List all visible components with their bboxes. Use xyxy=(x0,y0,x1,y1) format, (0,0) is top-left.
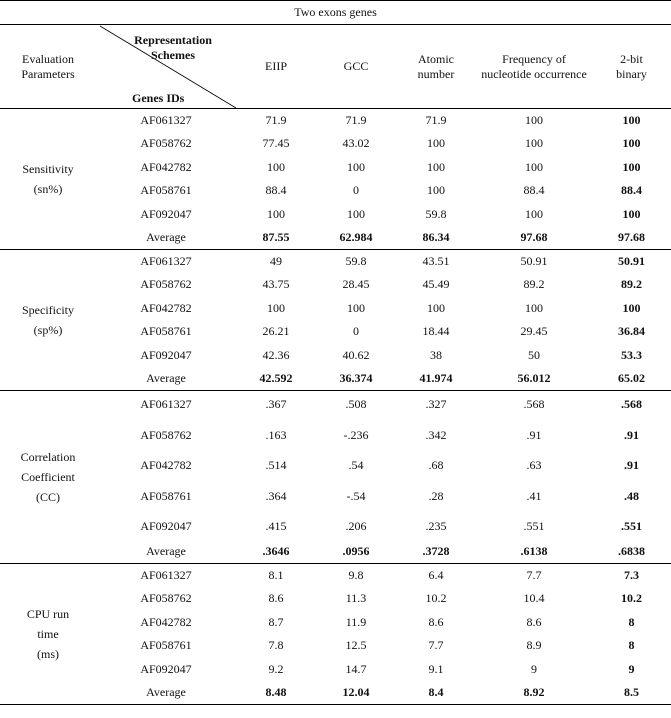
column-header-frequency: Frequency of nucleotide occurrence xyxy=(481,51,587,81)
value-cell: 7.8 xyxy=(268,638,284,652)
value-cell: 100 xyxy=(267,159,285,174)
value-cell: 8.5 xyxy=(624,684,639,699)
parameter-line: Coefficient xyxy=(21,470,75,484)
table-row xyxy=(0,391,671,419)
gene-id: AF061327 xyxy=(140,567,192,582)
value-cell: .54 xyxy=(348,458,364,472)
value-cell: .568 xyxy=(523,397,545,412)
value-cell: 87.55 xyxy=(262,229,290,244)
value-cell: .68 xyxy=(428,458,444,472)
value-cell: .28 xyxy=(428,488,444,503)
value-cell: 86.34 xyxy=(422,229,450,244)
table-row xyxy=(0,320,671,344)
value-cell: 8 xyxy=(628,638,635,652)
column-header-gcc: GCC xyxy=(343,59,369,73)
table-row xyxy=(0,132,671,156)
value-cell: .163 xyxy=(265,427,287,442)
column-header-2bit-binary: 2-bit binary xyxy=(616,51,647,81)
value-cell: 100 xyxy=(622,159,641,174)
value-cell: 77.45 xyxy=(262,136,290,150)
value-cell: 0 xyxy=(353,324,359,338)
table-row xyxy=(0,273,671,297)
value-cell: 8.92 xyxy=(523,684,545,699)
value-cell: 42.36 xyxy=(262,347,290,362)
value-cell: 88.4 xyxy=(523,183,545,197)
gene-id: AF061327 xyxy=(140,253,192,268)
value-cell: .91 xyxy=(624,427,639,442)
value-cell: 38 xyxy=(430,347,442,362)
value-cell: .6838 xyxy=(618,544,645,559)
average-row xyxy=(0,541,671,564)
evaluation-parameters-header: Evaluation Parameters xyxy=(21,51,75,81)
average-label: Average xyxy=(146,229,186,244)
value-cell: 8.1 xyxy=(268,567,284,582)
value-cell: .568 xyxy=(621,397,642,412)
value-cell: 100 xyxy=(622,112,641,127)
value-cell: 53.3 xyxy=(621,347,642,362)
value-cell: 100 xyxy=(622,300,641,315)
gene-id: AF092047 xyxy=(140,347,192,362)
value-cell: 100 xyxy=(525,136,543,150)
diagonal-header-cell xyxy=(96,25,236,109)
value-cell: 26.21 xyxy=(262,324,290,338)
value-cell: 28.45 xyxy=(342,277,370,291)
value-cell: 7.7 xyxy=(428,638,444,652)
value-cell: .367 xyxy=(265,397,287,412)
evaluation-parameter-label xyxy=(0,391,96,564)
value-cell: .551 xyxy=(621,519,642,533)
value-cell: .41 xyxy=(526,488,542,503)
value-cell: .508 xyxy=(345,397,367,412)
value-cell: 42.592 xyxy=(259,370,293,385)
value-cell: .3728 xyxy=(422,544,450,559)
value-cell: -.54 xyxy=(346,488,366,503)
value-cell: 9.8 xyxy=(348,567,364,582)
value-cell: .235 xyxy=(425,519,447,533)
table-row xyxy=(0,513,671,541)
gene-id: AF042782 xyxy=(140,458,192,472)
average-label: Average xyxy=(146,544,186,559)
value-cell: 88.4 xyxy=(265,183,287,197)
value-cell: 43.75 xyxy=(262,277,290,291)
value-cell: 9.1 xyxy=(428,661,444,676)
value-cell: .206 xyxy=(345,519,367,533)
value-cell: 8.4 xyxy=(428,684,444,699)
gene-id: AF058761 xyxy=(140,324,192,338)
value-cell: 9.2 xyxy=(268,661,284,676)
value-cell: 11.9 xyxy=(345,614,367,629)
value-cell: 10.4 xyxy=(523,591,545,605)
value-cell: 100 xyxy=(347,300,365,315)
value-cell: 65.02 xyxy=(618,370,645,385)
average-label: Average xyxy=(146,684,186,699)
value-cell: 8.6 xyxy=(268,591,284,605)
value-cell: 18.44 xyxy=(422,324,450,338)
value-cell: 100 xyxy=(267,206,285,221)
value-cell: 41.974 xyxy=(419,370,453,385)
gene-id: AF042782 xyxy=(140,300,192,315)
parameter-line: CPU run xyxy=(26,607,70,621)
parameter-line: Correlation xyxy=(20,450,76,464)
value-cell: .415 xyxy=(265,519,287,533)
value-cell: 100 xyxy=(427,300,445,315)
value-cell: .48 xyxy=(624,488,639,503)
evaluation-parameter-label xyxy=(0,109,96,250)
gene-id: AF058761 xyxy=(140,183,192,197)
value-cell: 71.9 xyxy=(425,112,447,127)
value-cell: .514 xyxy=(265,458,287,472)
gene-id: AF061327 xyxy=(140,112,192,127)
value-cell: 71.9 xyxy=(345,112,367,127)
value-cell: 97.68 xyxy=(520,229,548,244)
representation-schemes-label: Representation Schemes xyxy=(134,33,212,62)
value-cell: 100 xyxy=(347,206,365,221)
column-header-eiip: EIIP xyxy=(265,59,287,73)
value-cell: 7.3 xyxy=(624,567,639,582)
value-cell: 6.4 xyxy=(428,567,444,582)
value-cell: 100 xyxy=(427,159,445,174)
value-cell: .327 xyxy=(425,397,447,412)
table-row xyxy=(0,419,671,452)
parameter-line: (sn%) xyxy=(33,182,63,196)
gene-id: AF042782 xyxy=(140,159,192,174)
gene-id: AF042782 xyxy=(140,614,192,629)
parameter-line: time xyxy=(37,627,59,641)
value-cell: 71.9 xyxy=(265,112,287,127)
value-cell: 0 xyxy=(353,183,359,197)
value-cell: 36.84 xyxy=(618,324,645,338)
value-cell: .3646 xyxy=(262,544,290,559)
gene-id: AF058762 xyxy=(140,277,192,291)
parameter-line: Sensitivity xyxy=(22,162,74,176)
value-cell: 100 xyxy=(427,183,445,197)
value-cell: 11.3 xyxy=(345,591,367,605)
value-cell: .6138 xyxy=(520,544,548,559)
average-label: Average xyxy=(146,370,186,385)
table-row xyxy=(0,611,671,634)
table-row xyxy=(0,587,671,611)
value-cell: 100 xyxy=(427,136,445,150)
value-cell: 97.68 xyxy=(618,229,645,244)
value-cell: 43.51 xyxy=(422,253,450,268)
value-cell: 100 xyxy=(525,112,543,127)
value-cell: 59.8 xyxy=(345,253,367,268)
value-cell: 50 xyxy=(528,347,540,362)
value-cell: 50.91 xyxy=(520,253,548,268)
value-cell: 7.7 xyxy=(526,567,542,582)
gene-id: AF092047 xyxy=(140,661,192,676)
gene-id: AF061327 xyxy=(140,397,192,412)
value-cell: 100 xyxy=(525,159,543,174)
value-cell: 10.2 xyxy=(621,591,642,605)
value-cell: 9 xyxy=(628,661,635,676)
value-cell: 100 xyxy=(525,300,543,315)
gene-id: AF092047 xyxy=(140,206,192,221)
value-cell: 29.45 xyxy=(520,324,548,338)
parameter-line: (ms) xyxy=(37,647,59,661)
value-cell: .63 xyxy=(526,458,542,472)
value-cell: 56.012 xyxy=(517,370,551,385)
value-cell: 8.48 xyxy=(265,684,287,699)
value-cell: 43.02 xyxy=(342,136,370,150)
value-cell: -.236 xyxy=(343,427,369,442)
table-row xyxy=(0,634,671,658)
value-cell: 100 xyxy=(267,300,285,315)
value-cell: .0956 xyxy=(342,544,370,559)
value-cell: .91 xyxy=(526,427,542,442)
average-row xyxy=(0,226,671,250)
average-row xyxy=(0,367,671,391)
value-cell: 36.374 xyxy=(339,370,373,385)
value-cell: 100 xyxy=(622,206,641,221)
parameter-line: Specificity xyxy=(22,303,74,317)
value-cell: 12.04 xyxy=(342,684,370,699)
table-row xyxy=(0,297,671,320)
table-row xyxy=(0,564,671,587)
value-cell: 14.7 xyxy=(345,661,367,676)
evaluation-parameter-label xyxy=(0,564,96,705)
column-header-atomic-number: Atomic number xyxy=(417,51,455,81)
value-cell: .91 xyxy=(624,458,639,472)
value-cell: 9 xyxy=(531,661,537,676)
table-row xyxy=(0,203,671,226)
value-cell: 89.2 xyxy=(523,277,545,291)
table-row xyxy=(0,344,671,367)
table-row xyxy=(0,480,671,513)
gene-id: AF092047 xyxy=(140,519,192,533)
value-cell: 8.7 xyxy=(268,614,284,629)
value-cell: 8.9 xyxy=(526,638,542,652)
evaluation-parameter-label xyxy=(0,250,96,391)
table-row xyxy=(0,452,671,480)
table-row xyxy=(0,658,671,681)
parameter-line: (sp%) xyxy=(33,323,63,337)
value-cell: 49 xyxy=(270,253,282,268)
value-cell: 100 xyxy=(347,159,365,174)
value-cell: 12.5 xyxy=(345,638,367,652)
average-row xyxy=(0,681,671,705)
genes-ids-label: Genes IDs xyxy=(132,91,185,105)
value-cell: 8.6 xyxy=(526,614,542,629)
value-cell: 100 xyxy=(622,136,641,150)
table-row xyxy=(0,250,671,273)
value-cell: 8.6 xyxy=(428,614,444,629)
table-title: Two exons genes xyxy=(294,5,377,19)
value-cell: 59.8 xyxy=(425,206,447,221)
table-row xyxy=(0,109,671,132)
gene-id: AF058762 xyxy=(140,427,192,442)
gene-id: AF058762 xyxy=(140,136,192,150)
gene-id: AF058761 xyxy=(140,638,192,652)
value-cell: .364 xyxy=(265,488,287,503)
parameter-line: (CC) xyxy=(36,490,60,504)
value-cell: 45.49 xyxy=(422,277,450,291)
table-row xyxy=(0,179,671,203)
value-cell: 10.2 xyxy=(425,591,447,605)
table-row xyxy=(0,156,671,179)
value-cell: 89.2 xyxy=(621,277,642,291)
gene-id: AF058762 xyxy=(140,591,192,605)
gene-id: AF058761 xyxy=(140,488,192,503)
value-cell: 100 xyxy=(525,206,543,221)
value-cell: 40.62 xyxy=(342,347,370,362)
value-cell: 50.91 xyxy=(618,253,645,268)
value-cell: 88.4 xyxy=(621,183,642,197)
value-cell: 62.984 xyxy=(339,229,373,244)
value-cell: .551 xyxy=(523,519,545,533)
table-body xyxy=(0,109,671,705)
value-cell: .342 xyxy=(425,427,447,442)
value-cell: 8 xyxy=(628,614,635,629)
